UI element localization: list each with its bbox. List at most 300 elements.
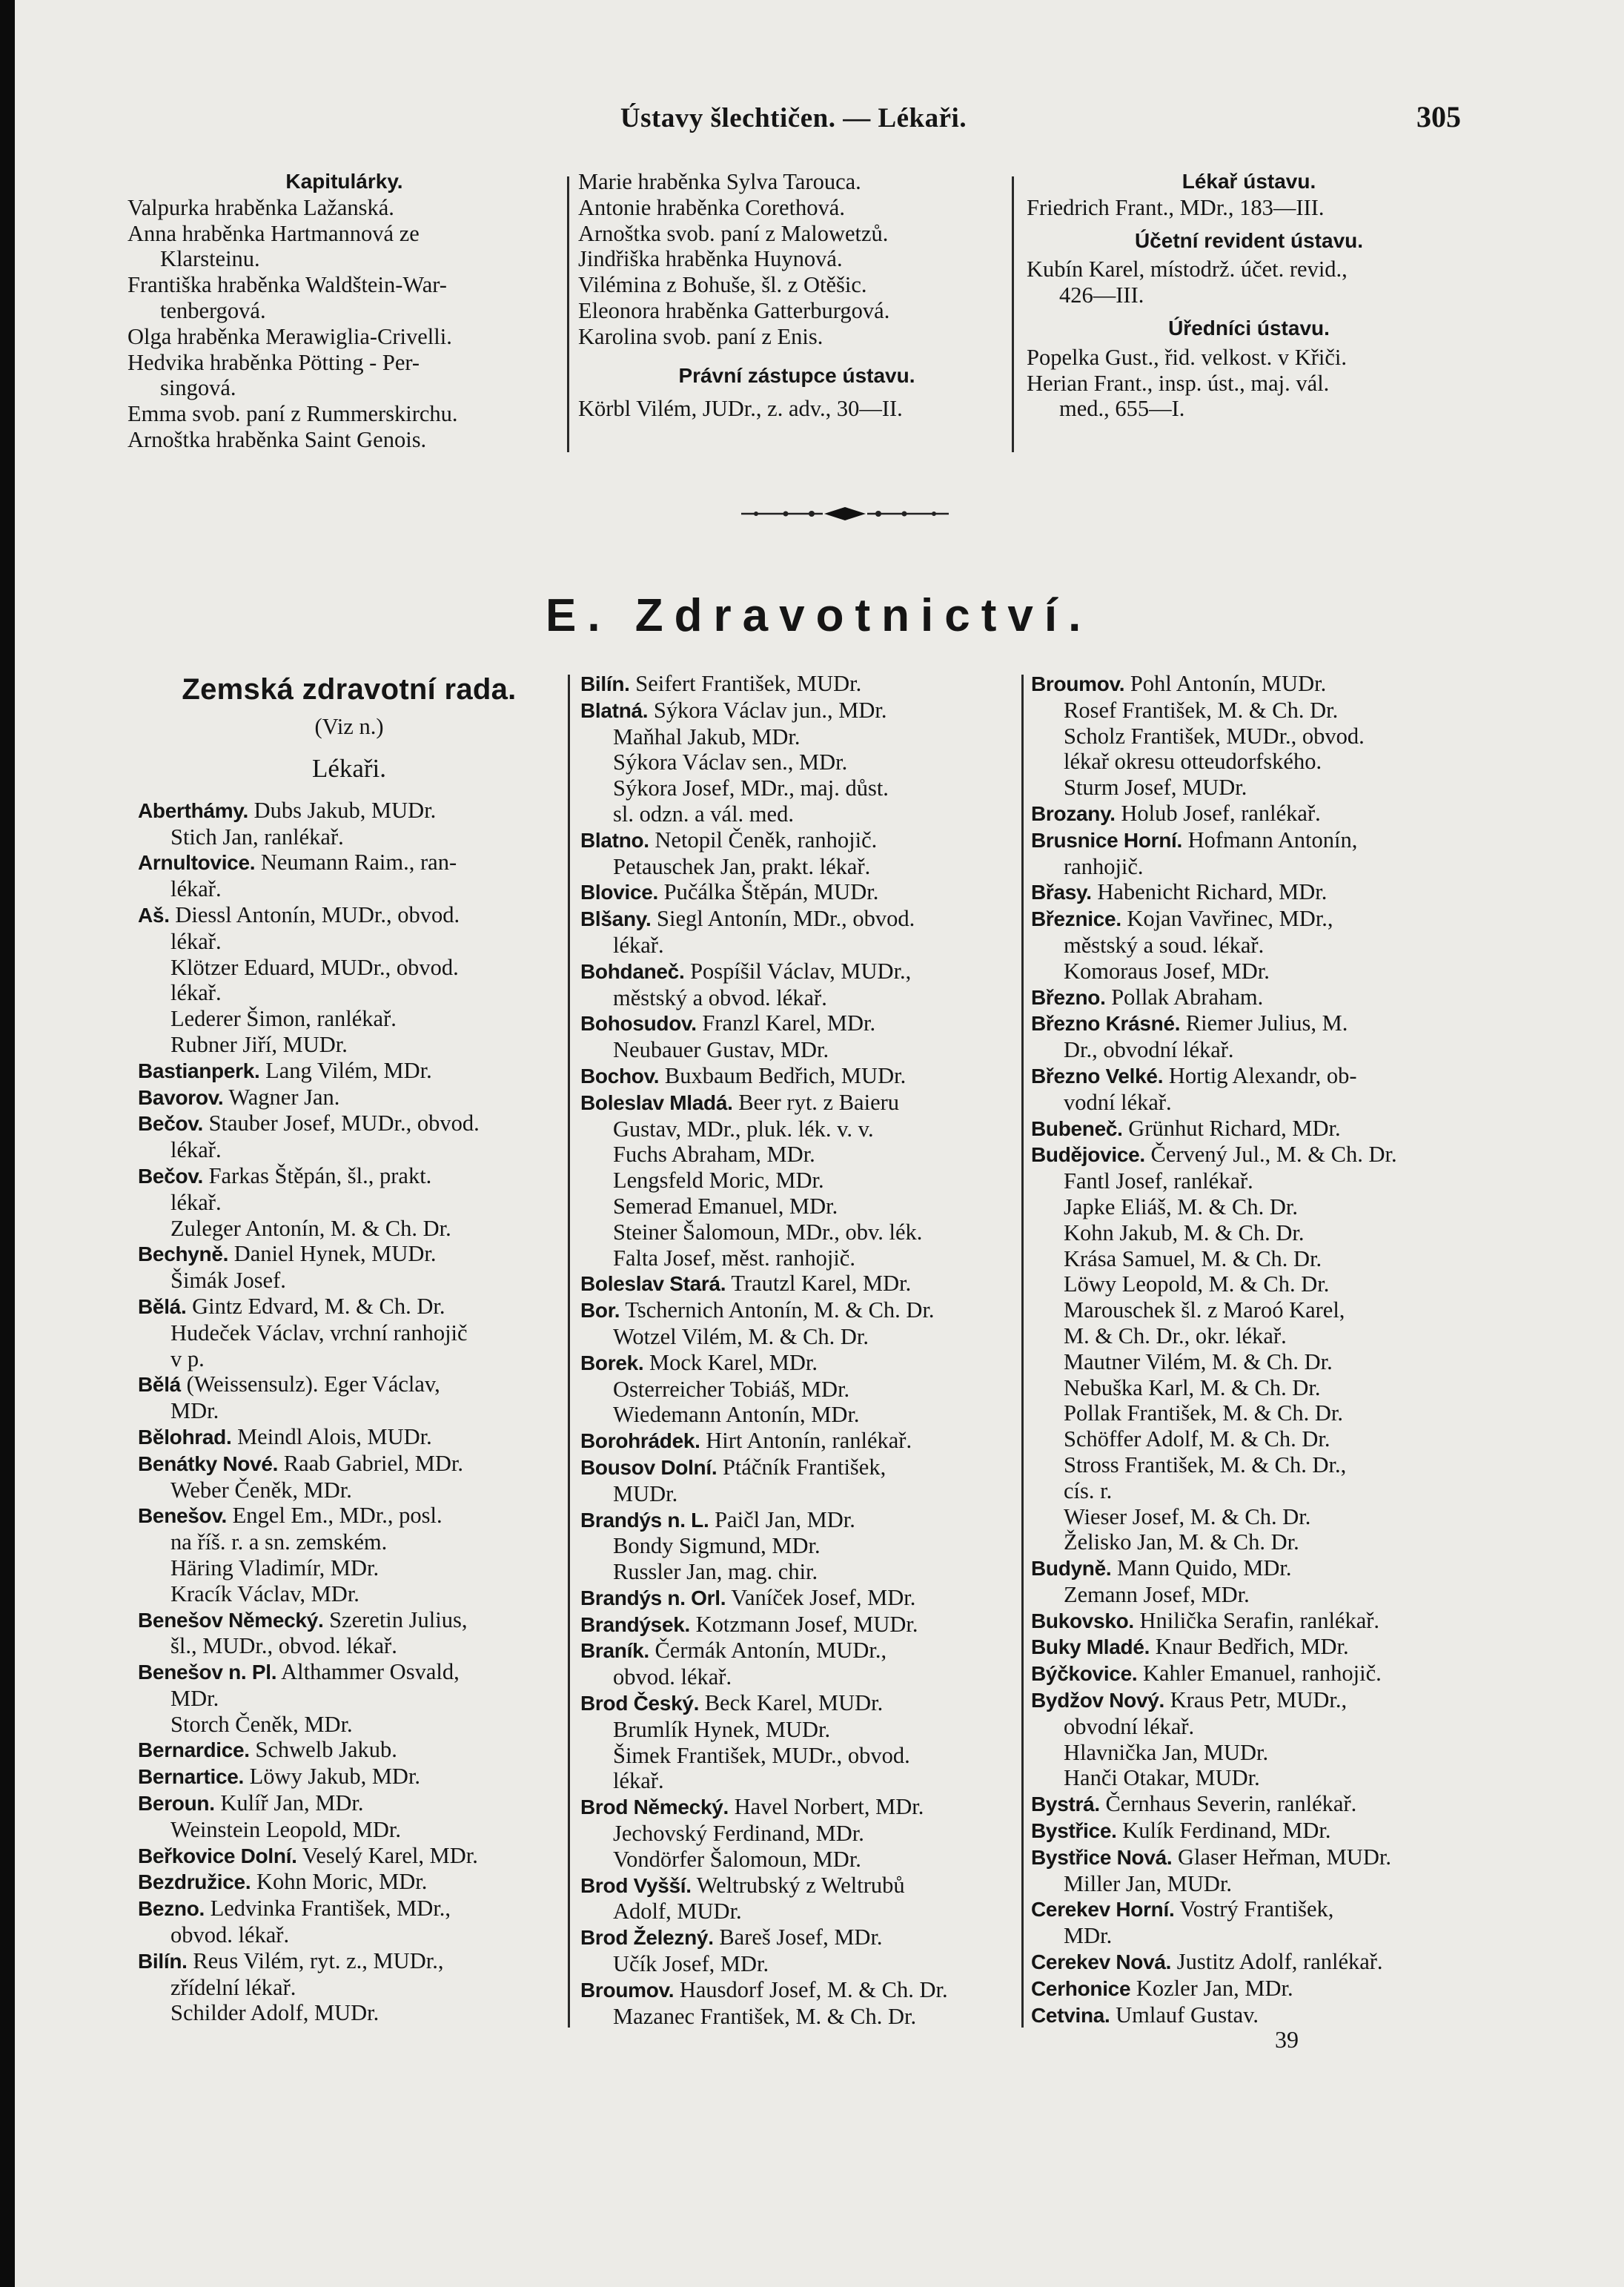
entry-text: Weltrubský z Weltrubů (696, 1872, 905, 1898)
entry-text: Hofmann Antonín, (1187, 827, 1358, 853)
entry-text: Semerad Emanuel, MDr. (613, 1193, 838, 1219)
entry-text: Stauber Josef, MUDr., obvod. (208, 1111, 480, 1136)
entry-text: Schöffer Adolf, M. & Ch. Dr. (1064, 1426, 1330, 1452)
text-line: singová. (160, 375, 236, 401)
entry-text: Mautner Vilém, M. & Ch. Dr. (1064, 1348, 1333, 1374)
directory-entry (138, 902, 560, 929)
text-line: Hedvika hraběnka Pötting - Per- (127, 349, 420, 375)
place-name: Bezno. (138, 1897, 205, 1921)
place-name: Bousov Dolní. (580, 1455, 717, 1479)
entry-text: M. & Ch. Dr., okr. lékař. (1064, 1323, 1287, 1348)
entry-text: Zemann Josef, MDr. (1064, 1581, 1250, 1607)
directory-entry (1031, 1871, 1476, 1897)
directory-entry (1031, 1220, 1476, 1246)
entry-text: Engel Em., MDr., posl. (232, 1503, 443, 1529)
signature-mark: 39 (1275, 2026, 1299, 2053)
directory-entry (138, 1581, 560, 1607)
entry-text: Stross František, M. & Ch. Dr., (1064, 1452, 1347, 1477)
place-name: Arnultovice. (138, 851, 256, 875)
directory-entry (1031, 1400, 1476, 1426)
entry-text: obvod. lékař. (170, 1922, 290, 1948)
entry-text: Habenicht Richard, MDr. (1097, 879, 1328, 905)
directory-entry (1031, 1818, 1476, 1844)
see-note: (Viz n.) (314, 714, 384, 739)
place-name: Budějovice. (1031, 1143, 1145, 1167)
directory-entry (580, 1402, 1029, 1428)
place-name: Brod Německý. (580, 1795, 729, 1819)
entry-text: Löwy Leopold, M. & Ch. Dr. (1064, 1271, 1330, 1297)
text-line: Arnoštka svob. paní z Malowetzů. (578, 220, 889, 246)
entry-text: Weinstein Leopold, MDr. (170, 1816, 401, 1842)
directory-entry (1031, 1504, 1476, 1530)
entry-text: Storch Čeněk, MDr. (170, 1711, 353, 1737)
text-line: Anna hraběnka Hartmannová ze (127, 220, 420, 246)
entry-text: sl. odzn. a vál. med. (613, 801, 794, 827)
directory-entry (580, 1377, 1029, 1403)
heading-lekar-ustavu: Lékař ústavu. (1181, 170, 1316, 193)
lekari-list-1 (138, 798, 560, 2026)
entry-text: Lang Vilém, MDr. (265, 1057, 432, 1083)
directory-entry (580, 879, 1029, 906)
entry-text: Wotzel Vilém, M. & Ch. Dr. (613, 1323, 869, 1349)
place-name: Brozany. (1031, 801, 1116, 825)
entry-text: Löwy Jakub, MDr. (249, 1764, 421, 1790)
directory-entry (138, 1137, 560, 1163)
entry-text: Trautzl Karel, MDr. (731, 1271, 912, 1297)
directory-entry (138, 1085, 560, 1111)
directory-entry (138, 955, 560, 981)
directory-entry (580, 1899, 1029, 1924)
place-name: Boleslav Mladá. (580, 1090, 733, 1114)
directory-entry (1031, 1426, 1476, 1452)
text-line: Herian Frant., insp. úst., maj. vál. (1027, 370, 1330, 396)
entry-text: Havel Norbert, MDr. (734, 1794, 924, 1820)
entry-text: Falta Josef, měst. ranhojič. (613, 1245, 855, 1271)
directory-entry (1031, 775, 1476, 801)
entry-text: městský a obvod. lékař. (613, 984, 827, 1010)
directory-entry (580, 2004, 1029, 2030)
directory-entry (138, 1555, 560, 1581)
directory-entry (580, 1794, 1029, 1821)
entry-text: Pollak Abraham. (1111, 984, 1264, 1010)
entry-text: Hortig Alexandr, ob- (1168, 1062, 1357, 1088)
place-name: Bohosudov. (580, 1012, 697, 1036)
entry-text: Hnilička Serafin, ranlékař. (1139, 1607, 1380, 1633)
entry-text: Holub Josef, ranlékař. (1121, 800, 1321, 826)
entry-text: Krása Samuel, M. & Ch. Dr. (1064, 1245, 1322, 1271)
directory-entry (138, 1712, 560, 1738)
subheading-lekari: Lékaři. (311, 753, 387, 783)
urednici-list (1027, 345, 1471, 422)
entry-text: Pučálka Štěpán, MUDr. (663, 879, 879, 905)
kapitularky-list (127, 195, 561, 453)
entry-text: Fantl Josef, ranlékař. (1064, 1168, 1253, 1194)
text-line: Arnoštka hraběnka Saint Genois. (127, 426, 427, 452)
directory-entry (580, 671, 1029, 698)
text-line: Eleonora hraběnka Gatterburgová. (578, 297, 890, 323)
entry-text: Scholz František, MUDr., obvod. (1064, 723, 1365, 749)
entry-text: MUDr. (613, 1480, 678, 1506)
place-name: Bernartice. (138, 1765, 244, 1789)
directory-entry (580, 1297, 1029, 1324)
entry-text: Franzl Karel, MDr. (702, 1010, 876, 1036)
place-name: Bilín. (580, 672, 630, 695)
place-name: Bystrá. (1031, 1793, 1100, 1816)
place-name: Bechyně. (138, 1242, 229, 1266)
entry-text: Komoraus Josef, MDr. (1064, 958, 1270, 984)
place-name: Broumov. (580, 1978, 675, 2002)
entry-text: Knaur Bedřich, MDr. (1155, 1634, 1349, 1660)
pravni-zastupce-list (578, 396, 1015, 422)
directory-entry (138, 1398, 560, 1424)
entry-text: lékař. (170, 876, 222, 902)
entry-text: Neumann Raim., ran- (260, 850, 457, 876)
place-name: Cerekev Horní. (1031, 1898, 1175, 1922)
page-number: 305 (1416, 100, 1461, 133)
place-name: Brandýsek. (580, 1612, 690, 1636)
top-column-1 (127, 169, 561, 453)
entry-text: Weber Čeněk, MDr. (170, 1477, 352, 1503)
entry-text: Kohn Jakub, M. & Ch. Dr. (1064, 1219, 1305, 1245)
entry-text: Kracík Václav, MDr. (170, 1581, 359, 1606)
entry-text: Černhaus Severin, ranlékař. (1105, 1791, 1357, 1817)
entry-text: Tschernich Antonín, M. & Ch. Dr. (625, 1297, 935, 1323)
entry-text: vodní lékař. (1064, 1089, 1172, 1115)
entry-text: Hanči Otakar, MUDr. (1064, 1765, 1260, 1791)
place-name: Cetvina. (1031, 2003, 1110, 2027)
entry-text: Siegl Antonín, MDr., obvod. (657, 906, 915, 932)
directory-entry (580, 698, 1029, 724)
directory-entry (580, 724, 1029, 750)
place-name: Bavorov. (138, 1085, 224, 1109)
directory-entry (138, 1869, 560, 1896)
place-name: Brod Železný. (580, 1926, 714, 1950)
place-name: Brandýs n. Orl. (580, 1586, 726, 1609)
text-line: Františka hraběnka Waldštein-War- (127, 272, 447, 298)
directory-entry (1031, 1375, 1476, 1401)
directory-entry (580, 1142, 1029, 1168)
directory-entry (1031, 1529, 1476, 1555)
directory-entry (1031, 671, 1476, 698)
text-line: Olga hraběnka Merawiglia-Crivelli. (127, 323, 452, 349)
entry-text: Marouschek šl. z Maroó Karel, (1064, 1297, 1345, 1323)
directory-entry (1031, 906, 1476, 933)
entry-text: Seifert František, MUDr. (635, 671, 862, 696)
entry-text: MDr. (1064, 1923, 1113, 1949)
entry-text: Glaser Heřman, MUDr. (1177, 1844, 1391, 1870)
directory-entry (580, 1271, 1029, 1297)
place-name: Beroun. (138, 1792, 215, 1816)
directory-entry (138, 1371, 560, 1398)
directory-entry (138, 1111, 560, 1137)
directory-entry (580, 1873, 1029, 1899)
entry-text: Sýkora Josef, MDr., maj. důst. (613, 775, 889, 801)
place-name: Bukovsko. (1031, 1609, 1134, 1632)
directory-entry (138, 1451, 560, 1477)
place-name: Bochov. (580, 1064, 660, 1088)
entry-text: Bondy Sigmund, MDr. (613, 1533, 821, 1559)
directory-entry (1031, 1555, 1476, 1582)
directory-entry (1031, 984, 1476, 1011)
entry-text: Sturm Josef, MUDr. (1064, 775, 1247, 801)
directory-entry (580, 985, 1029, 1011)
place-name: Bernardice. (138, 1738, 250, 1762)
entry-text: Červený Jul., M. & Ch. Dr. (1150, 1142, 1397, 1168)
directory-entry (580, 1010, 1029, 1037)
directory-entry (580, 827, 1029, 854)
directory-entry (580, 1507, 1029, 1534)
place-name: Brod Český. (580, 1692, 700, 1715)
entry-text: Fuchs Abraham, MDr. (613, 1142, 815, 1168)
entry-text: zřídelní lékař. (170, 1974, 296, 2000)
entry-text: Učík Josef, MDr. (613, 1951, 769, 1977)
heading-pravni-zastupce: Právní zástupce ústavu. (678, 363, 915, 387)
ucetni-revident-list (1027, 256, 1471, 308)
directory-entry (138, 1058, 560, 1085)
directory-entry (1031, 959, 1476, 984)
directory-entry (580, 749, 1029, 775)
text-line: Emma svob. paní z Rummerskirchu. (127, 401, 458, 427)
directory-entry (1031, 1194, 1476, 1220)
lekar-ustavu-list (1027, 195, 1471, 221)
directory-entry (1031, 1949, 1476, 1976)
entry-text: Steiner Šalomoun, MDr., obv. lék. (613, 1219, 923, 1245)
entry-text: Hirt Antonín, ranlékař. (706, 1428, 912, 1454)
entry-text: Wieser Josef, M. & Ch. Dr. (1064, 1503, 1311, 1529)
entry-text: Kotzmann Josef, MUDr. (695, 1611, 918, 1637)
entry-text: Dr., obvodní lékař. (1064, 1037, 1234, 1063)
entry-text: Nebuška Karl, M. & Ch. Dr. (1064, 1374, 1321, 1400)
entry-text: Gustav, MDr., pluk. lék. v. v. (613, 1116, 874, 1142)
directory-entry (138, 1975, 560, 2001)
text-line: Antonie hraběnka Corethová. (578, 194, 845, 220)
entry-text: Reus Vilém, ryt. z., MUDr., (193, 1947, 444, 1973)
directory-entry (1031, 1923, 1476, 1949)
lekari-list-2 (580, 671, 1029, 2029)
directory-entry (1031, 1116, 1476, 1142)
directory-entry (580, 1924, 1029, 1951)
place-name: Braník. (580, 1639, 649, 1663)
entry-text: Häring Vladimír, MDr. (170, 1555, 380, 1581)
place-name: Brandýs n. L. (580, 1508, 709, 1532)
directory-entry (1031, 1976, 1476, 2002)
entry-text: MDr. (170, 1398, 219, 1424)
directory-entry (580, 1768, 1029, 1794)
place-name: Brod Vyšší. (580, 1873, 692, 1897)
place-name: Blatno. (580, 828, 649, 852)
column-divider (568, 675, 570, 2028)
directory-entry (138, 876, 560, 902)
entry-text: Kulík Ferdinand, MDr. (1122, 1818, 1331, 1844)
directory-entry (138, 1896, 560, 1922)
entry-text: Sýkora Václav jun., MDr. (653, 697, 887, 723)
page-header (126, 102, 1461, 144)
directory-entry (138, 1163, 560, 1190)
entry-text: Grünhut Richard, MDr. (1128, 1115, 1341, 1141)
directory-entry (580, 959, 1029, 985)
directory-entry (138, 1737, 560, 1764)
entry-text: lékař. (170, 928, 222, 954)
place-name: Bělá (138, 1373, 181, 1397)
entry-text: Kulíř Jan, MDr. (220, 1790, 364, 1816)
directory-entry (580, 1743, 1029, 1769)
entry-text: Gintz Edvard, M. & Ch. Dr. (192, 1293, 445, 1319)
lekari-list-3 (1031, 671, 1476, 2028)
entry-text: ranhojič. (1064, 853, 1144, 879)
running-title: Ústavy šlechtičen. — Lékaři. (620, 103, 967, 133)
directory-entry (580, 1585, 1029, 1612)
directory-entry (138, 1424, 560, 1451)
entry-text: Hudeček Václav, vrchní ranhojič (170, 1320, 468, 1346)
entry-text: Buxbaum Bedřich, MUDr. (664, 1062, 907, 1088)
entry-text: Želisko Jan, M. & Ch. Dr. (1064, 1529, 1299, 1555)
directory-entry (580, 1168, 1029, 1194)
place-name: Beřkovice Dolní. (138, 1844, 297, 1867)
text-line: Friedrich Frant., MDr., 183—III. (1027, 194, 1325, 220)
entry-text: Wagner Jan. (228, 1084, 340, 1110)
text-line: Valpurka hraběnka Lažanská. (127, 194, 394, 220)
directory-entry (1031, 1608, 1476, 1635)
directory-entry (1031, 1323, 1476, 1349)
entry-text: Pollak František, M. & Ch. Dr. (1064, 1400, 1344, 1426)
directory-entry (580, 1037, 1029, 1063)
place-name: Bělá. (138, 1294, 187, 1318)
directory-entry (138, 1659, 560, 1686)
directory-entry (1031, 1142, 1476, 1168)
directory-entry (580, 1559, 1029, 1585)
entry-text: Maňhal Jakub, MDr. (613, 724, 801, 749)
entry-text: Mann Quido, MDr. (1116, 1555, 1292, 1581)
text-line: med., 655—I. (1059, 396, 1185, 422)
place-name: Blovice. (580, 881, 658, 904)
entry-text: (Weissensulz). Eger Václav, (186, 1371, 440, 1397)
directory-entry (580, 1428, 1029, 1454)
place-name: Cerhonice (1031, 1976, 1131, 2000)
directory-entry (138, 1294, 560, 1320)
entry-text: obvod. lékař. (613, 1664, 732, 1690)
text-line: Klarsteinu. (160, 246, 260, 272)
directory-entry (138, 1320, 560, 1346)
directory-entry (1031, 1037, 1476, 1063)
entry-text: Kraus Petr, MUDr., (1170, 1687, 1348, 1713)
entry-text: šl., MUDr., obvod. lékař. (170, 1633, 397, 1659)
place-name: Aš. (138, 903, 170, 927)
directory-entry (1031, 1478, 1476, 1504)
entry-text: Neubauer Gustav, MDr. (613, 1037, 829, 1063)
directory-entry (138, 1006, 560, 1032)
entry-text: Miller Jan, MUDr. (1064, 1870, 1233, 1896)
directory-entry (138, 824, 560, 850)
entry-text: Klötzer Eduard, MUDr., obvod. (170, 954, 459, 980)
directory-entry (580, 1533, 1029, 1559)
place-name: Boleslav Stará. (580, 1272, 726, 1296)
directory-entry (580, 1717, 1029, 1743)
directory-entry (580, 1090, 1029, 1116)
place-name: Březno Krásné. (1031, 1012, 1181, 1036)
place-name: Buky Mladé. (1031, 1635, 1150, 1659)
place-name: Bydžov Nový. (1031, 1689, 1164, 1712)
bottom-column-2 (580, 671, 1029, 2029)
entry-text: Vondörfer Šalomoun, MDr. (613, 1846, 861, 1872)
directory-entry (1031, 1271, 1476, 1297)
directory-entry (580, 1324, 1029, 1350)
directory-entry (580, 1350, 1029, 1377)
directory-entry (1031, 1740, 1476, 1766)
entry-text: Pohl Antonín, MUDr. (1130, 671, 1327, 696)
directory-entry (580, 1219, 1029, 1245)
heading-ucetni-revident: Účetní revident ústavu. (1134, 228, 1364, 252)
entry-text: Jechovský Ferdinand, MDr. (613, 1821, 864, 1847)
directory-entry (580, 1638, 1029, 1664)
entry-text: Petauschek Jan, prakt. lékař. (613, 853, 871, 879)
column-divider (1012, 176, 1014, 452)
entry-text: Kojan Vavřinec, MDr., (1127, 906, 1333, 932)
directory-entry (138, 1503, 560, 1529)
directory-entry (138, 850, 560, 876)
entry-text: městský a soud. lékař. (1064, 932, 1265, 958)
directory-entry (1031, 1168, 1476, 1194)
place-name: Břasy. (1031, 881, 1092, 904)
text-line: Kubín Karel, místodrž. účet. revid., (1027, 256, 1348, 282)
place-name: Bubeneč. (1031, 1116, 1123, 1140)
entry-text: Raab Gabriel, MDr. (283, 1450, 463, 1476)
place-name: Bystřice Nová. (1031, 1845, 1173, 1869)
entry-text: Lengsfeld Moric, MDr. (613, 1168, 824, 1194)
directory-entry (1031, 1687, 1476, 1714)
directory-entry (138, 1032, 560, 1058)
directory-entry (1031, 1791, 1476, 1818)
entry-text: Osterreicher Tobiáš, MDr. (613, 1376, 850, 1402)
directory-entry (580, 1612, 1029, 1638)
entry-text: Kozler Jan, MDr. (1136, 1975, 1293, 2001)
directory-entry (580, 1194, 1029, 1219)
directory-entry (580, 801, 1029, 827)
entry-text: Čermák Antonín, MUDr., (654, 1638, 887, 1664)
bottom-column-1 (138, 671, 560, 2026)
entry-text: Althammer Osvald, (281, 1659, 460, 1685)
entry-text: Šimák Josef. (170, 1268, 286, 1294)
entry-text: Kohn Moric, MDr. (256, 1869, 428, 1895)
directory-entry (580, 775, 1029, 801)
entry-text: Diessl Antonín, MUDr., obvod. (175, 901, 460, 927)
directory-entry (1031, 1297, 1476, 1323)
directory-entry (1031, 1844, 1476, 1871)
directory-entry (580, 1664, 1029, 1690)
directory-entry (1031, 1010, 1476, 1037)
directory-entry (580, 1951, 1029, 1977)
directory-entry (580, 1977, 1029, 2004)
directory-entry (580, 1063, 1029, 1090)
top-column-2 (578, 169, 1015, 422)
directory-entry (138, 1216, 560, 1242)
directory-entry (138, 1346, 560, 1372)
place-name: Bystřice. (1031, 1819, 1117, 1843)
directory-entry (1031, 1582, 1476, 1608)
directory-entry (138, 1190, 560, 1216)
place-name: Benešov. (138, 1504, 228, 1528)
entry-text: Schilder Adolf, MUDr. (170, 2000, 380, 2026)
entry-text: Zuleger Antonín, M. & Ch. Dr. (170, 1215, 451, 1241)
directory-entry (580, 1245, 1029, 1271)
entry-text: lékař. (613, 1768, 664, 1794)
entry-text: Vaníček Josef, MDr. (731, 1584, 916, 1610)
heading-urednici: Úředníci ústavu. (1168, 316, 1330, 340)
directory-entry (1031, 1896, 1476, 1923)
place-name: Borek. (580, 1351, 644, 1374)
entry-text: lékař. (170, 1137, 222, 1163)
entry-text: v p. (170, 1346, 205, 1371)
directory-entry (138, 1817, 560, 1843)
